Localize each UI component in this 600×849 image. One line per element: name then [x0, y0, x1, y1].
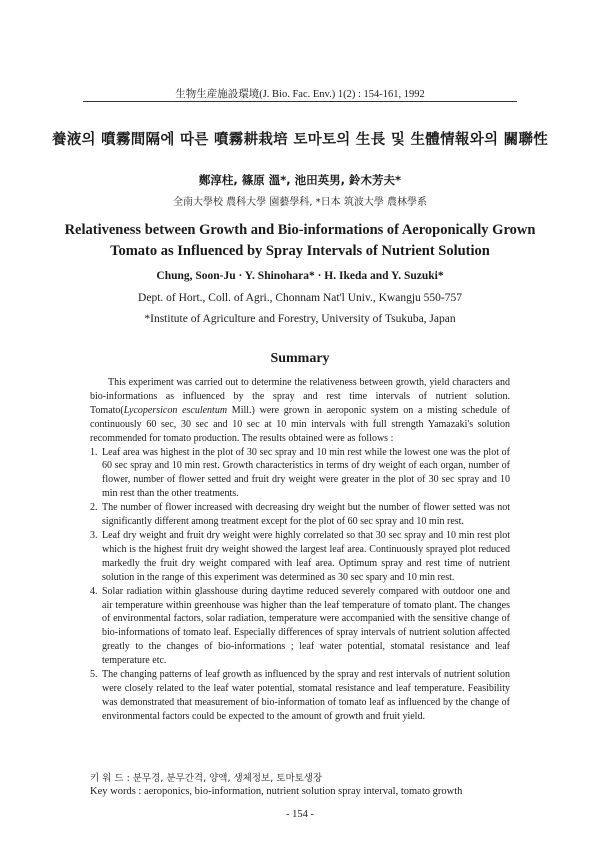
abstract-intro	[90, 376, 510, 446]
english-title-line-2: Tomato as Influenced by Spray Intervals of Nutrient Solution	[110, 243, 490, 259]
result-item	[90, 668, 510, 724]
page-number: - 154 -	[286, 809, 314, 820]
english-keywords: Key words : aeroponics, bio-information, nutrient solution spray interval, tomato growth	[90, 786, 463, 797]
result-text: Leaf dry weight and fruit dry weight were highly correlated so that 30 sec spray and 10 min rest plot which is the highest fruit dry weight showed the largest leaf area. Continuously sprayed plot reduced markedly the fruit dry weight compared with leaf area. Optimum spray and rest time of nutrient solution in the range of this experiment was determined as 30 sec spary and 10 min rest.	[102, 529, 510, 583]
result-item	[90, 529, 510, 585]
result-text: Leaf area was highest in the plot of 30 sec spray and 10 min rest while the lowest one was the plot of 60 sec spray and 10 min rest. Growth characteristics in terms of dry weight of each organ, number of flower, number of flower setted and fruit dry weight were greater in the plot of 30 sec spray and 10 min rest than the other treatments.	[102, 446, 510, 500]
results-list	[90, 446, 510, 724]
english-authors: Chung, Soon-Ju · Y. Shinohara* · H. Ikeda and Y. Suzuki*	[156, 270, 444, 282]
affiliation-2: *Institute of Agriculture and Forestry, University of Tsukuba, Japan	[144, 313, 456, 325]
result-item	[90, 501, 510, 529]
result-number: 1.	[90, 446, 98, 458]
korean-title: 養液의 噴霧間隔에 따른 噴霧耕栽培 토마토의 生長 및 生體情報와의 關聯性	[51, 132, 549, 148]
result-number: 5.	[90, 669, 98, 681]
abstract	[90, 376, 510, 724]
result-number: 4.	[90, 585, 98, 597]
korean-affiliations: 全南大學校 農科大學 園藝學科, *日本 筑波大學 農林學系	[172, 197, 428, 208]
abstract-intro-text: This experiment was carried out to determine the relativeness between growth, yield characters and bio-informations as influenced by the spray and rest time intervals of nutrient solution. Tomato(	[90, 377, 510, 416]
result-number: 2.	[90, 502, 98, 514]
result-item	[90, 446, 510, 502]
result-text: The number of flower increased with decreasing dry weight but the number of flower setted was not significantly different among treatment except for the plot of 60 sec spray and 10 min rest.	[102, 502, 510, 528]
korean-authors: 鄭淳柱, 篠原 溫*, 池田英男, 鈴木芳夫*	[198, 173, 402, 187]
result-text: The changing patterns of leaf growth as influenced by the spray and rest intervals of nutrient solution were closely related to the leaf water potential, stomatal resistance and leaf temperature. Feasibility was demonstrated that measurement of bio-information of tomato leaf as influenced by the change of environmental factors could be expected to the amount of growth and fruit yield.	[102, 669, 510, 722]
species-name: Lycopersicon esculentum	[123, 404, 228, 416]
header-rule	[83, 101, 517, 102]
result-number: 3.	[90, 529, 98, 541]
english-title	[0, 220, 600, 262]
result-text: Solar radiation within glasshouse during daytime reduced severely compared with outdoor one and air temperature within greenhouse was higher than the leaf temperature of tomato plant. The changes of environmental factors, solar radiation, temperature were accompanied with the sensitive change of bio-informations of tomato leaf. Especially differences of spray intervals of nutrient solution affected greatly to the changes of bio-informations ; leaf water potential, stomatal resistance and leaf temperature etc.	[102, 585, 510, 667]
abstract-intro-text-2: Mill.) were grown in aeroponic system on a misting schedule of continuously 60 sec, 30 sec and 10 sec at 10 min intervals with full strength Yamazaki's solution recommended for tomato production. The results obtained were as follows :	[90, 404, 510, 444]
affiliation-1: Dept. of Hort., Coll. of Agri., Chonnam Nat'l Univ., Kwangju 550-757	[138, 292, 462, 304]
running-head: 生物生産施設環境(J. Bio. Fac. Env.) 1(2) : 154-161, 1992	[175, 89, 425, 100]
korean-keywords: 키 워 드 : 분무경, 분무간격, 양액, 생체정보, 토마토생장	[90, 773, 323, 784]
english-title-line-1: Relativeness between Growth and Bio-informations of Aeroponically Grown	[64, 222, 536, 238]
result-item	[90, 585, 510, 668]
summary-heading: Summary	[270, 351, 330, 366]
